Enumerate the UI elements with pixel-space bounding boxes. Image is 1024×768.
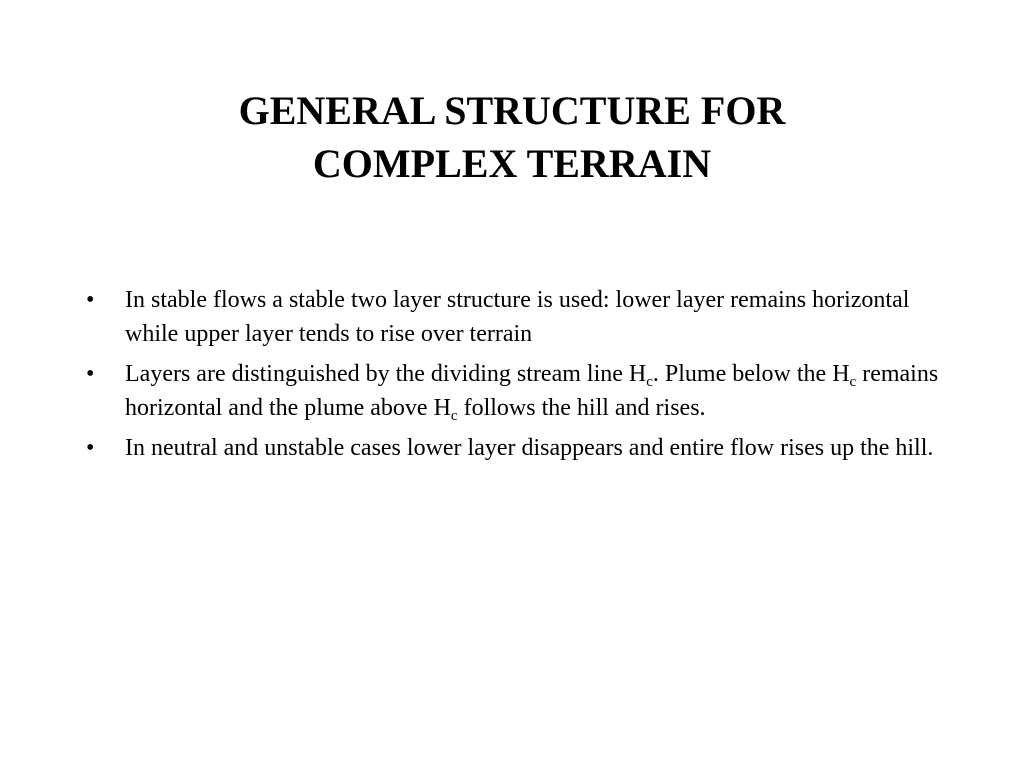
bullet-mark: • (86, 361, 95, 387)
subscript-c: c (450, 407, 458, 424)
bullet-item-stable-flows (86, 284, 946, 351)
bullet-list (86, 284, 946, 473)
bullet-text-part: . Plume below the H (652, 361, 850, 387)
bullet-item-neutral-unstable (86, 432, 946, 466)
bullet-item-dividing-stream-line (86, 358, 946, 425)
bullet-text-part: Layers are distinguished by the dividing stream line H (125, 361, 647, 387)
bullet-text-part: follows the hill and rises. (457, 394, 706, 421)
bullet-text-part: remains horizontal and the plume above H (125, 361, 939, 421)
slide-title-line-1: GENERAL STRUCTURE FOR (238, 88, 786, 133)
bullet-mark: • (86, 435, 95, 461)
bullet-text: In stable flows a stable two layer structure is used: lower layer remains horizontal while upper layer tends to rise over terrain (125, 287, 910, 347)
slide-title (100, 84, 924, 190)
subscript-c: c (849, 374, 857, 390)
bullet-mark: • (86, 287, 95, 313)
bullet-text: In neutral and unstable cases lower layer disappears and entire flow rises up the hill. (125, 435, 934, 461)
slide-title-line-2: COMPLEX TERRAIN (312, 141, 712, 186)
subscript-c: c (646, 374, 653, 390)
